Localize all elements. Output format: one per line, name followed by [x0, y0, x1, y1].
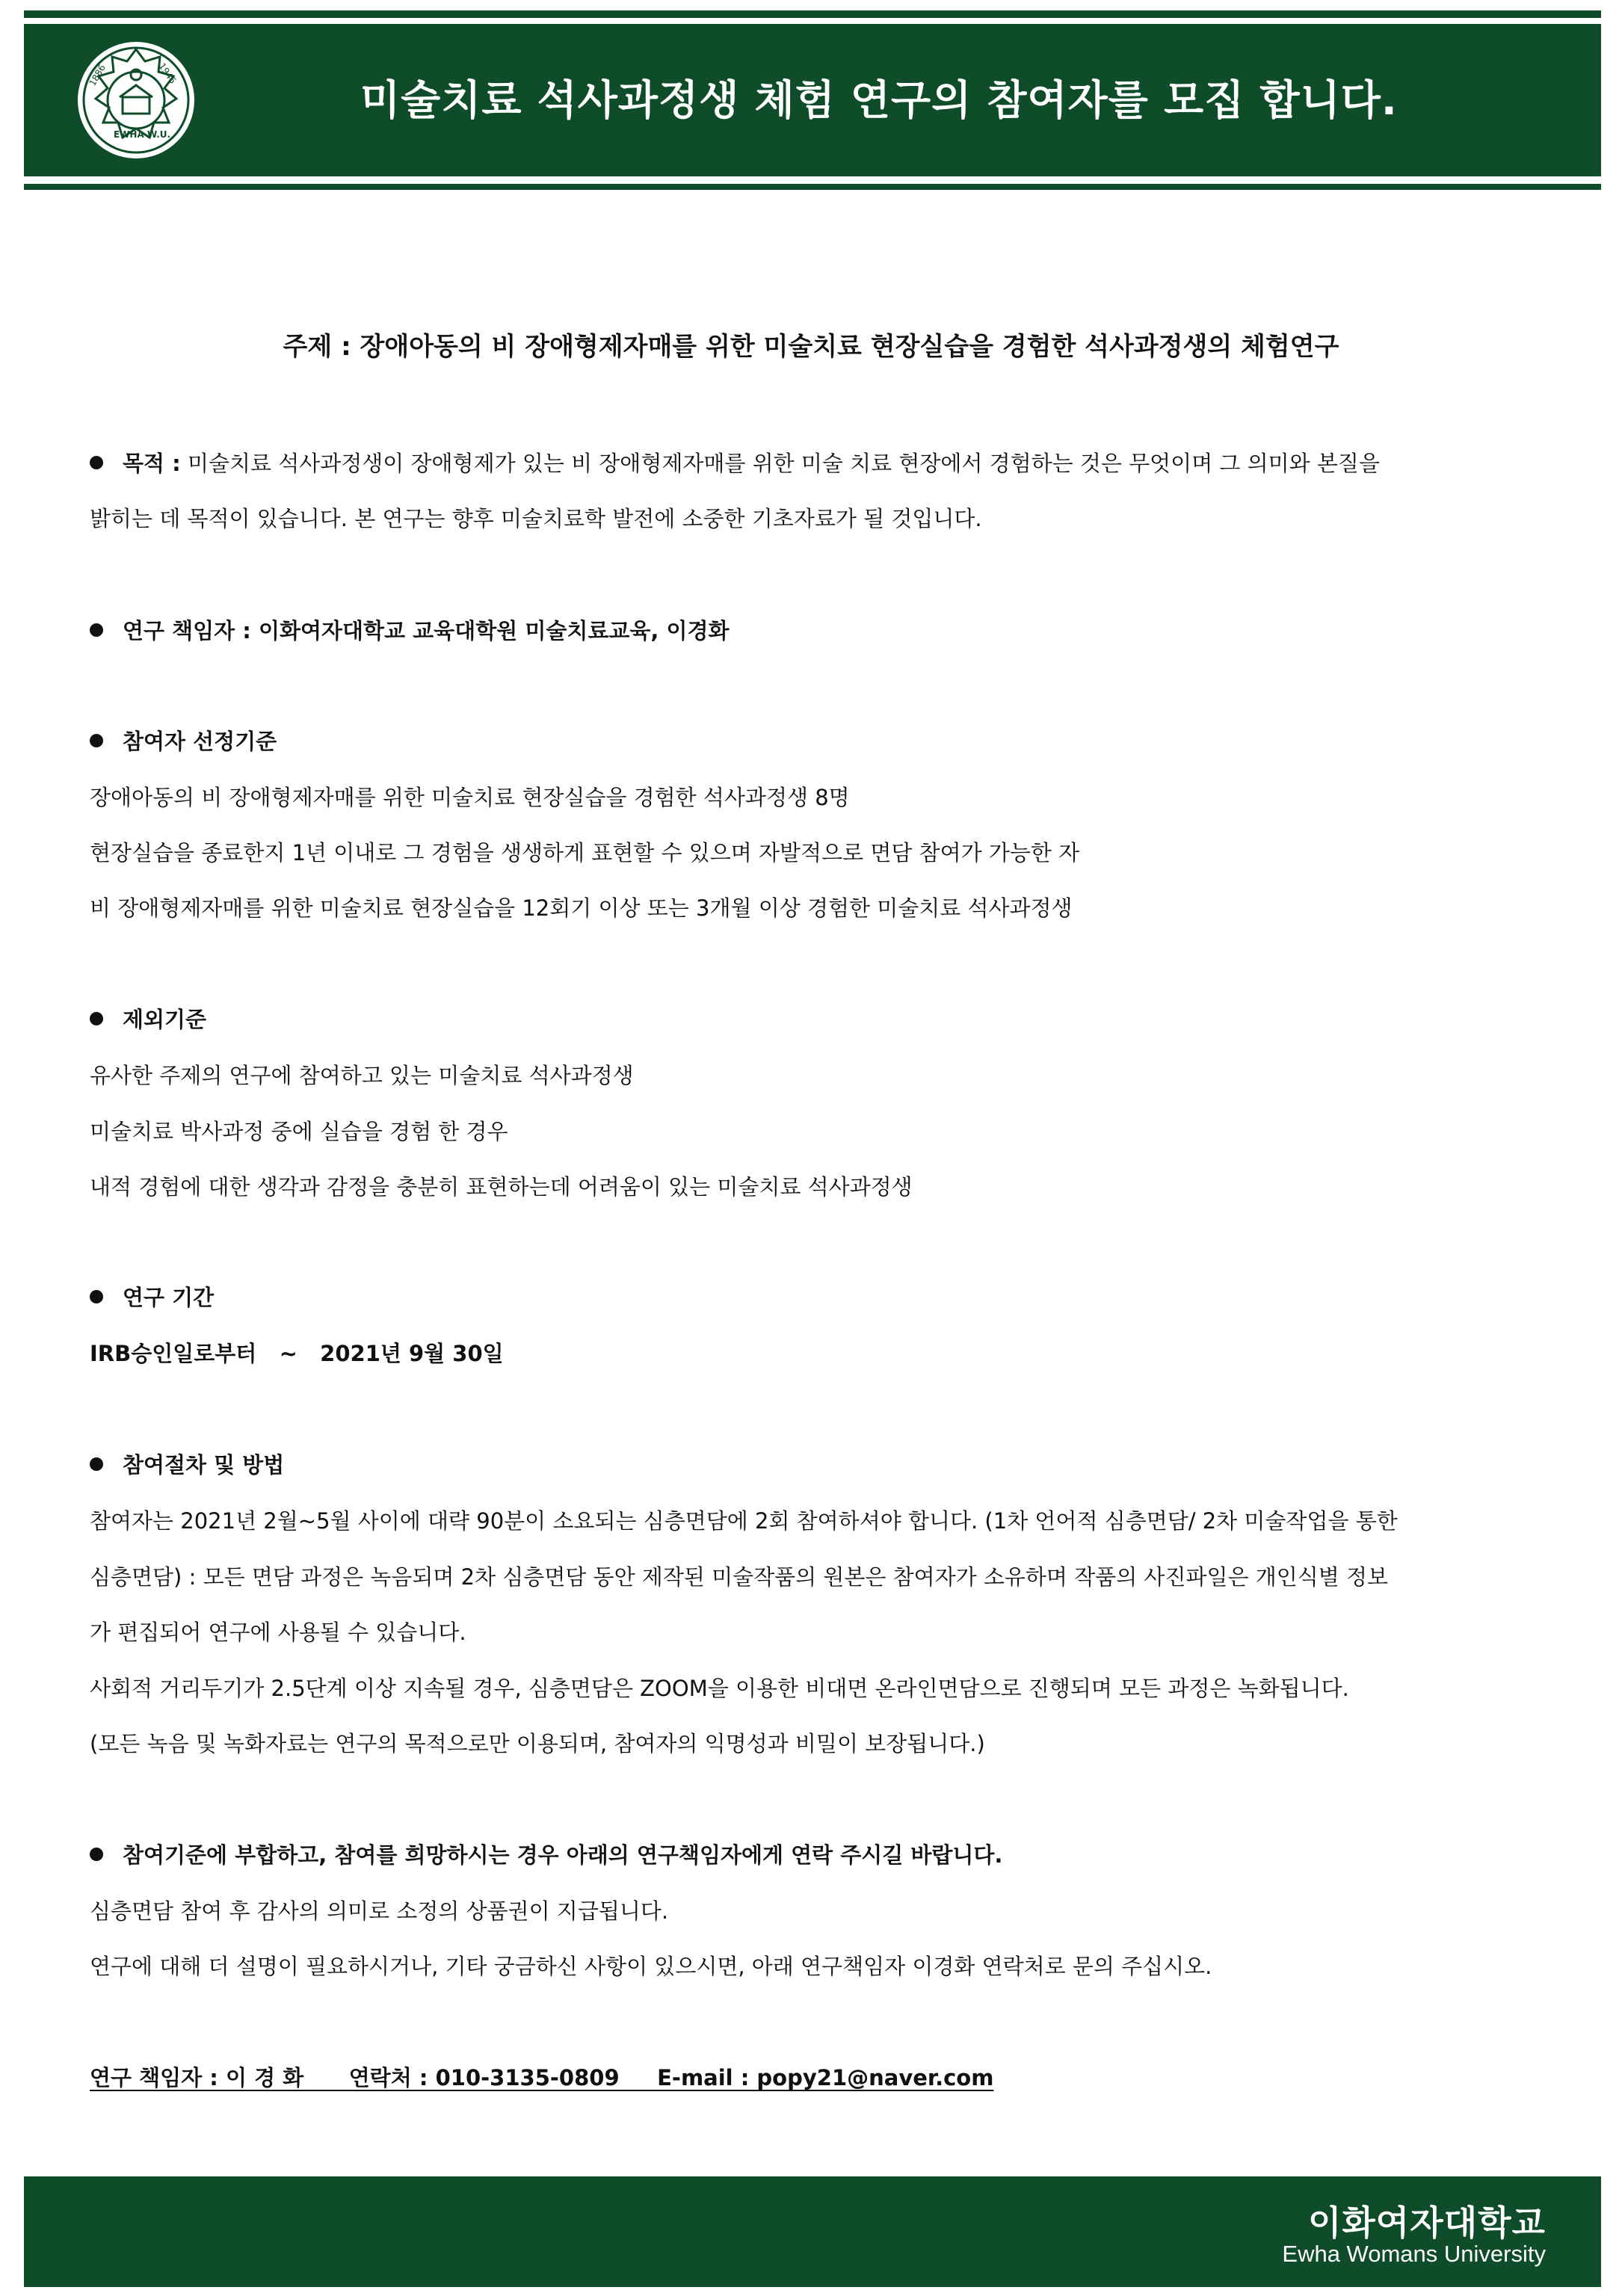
exclusion-item: 내적 경험에 대한 생각과 감정을 충분히 표현하는데 어려움이 있는 미술치료 석사과정생: [90, 1174, 913, 1200]
procedure-line: 참여자는 2021년 2월~5월 사이에 대략 90분이 소요되는 심층면담에 2회 참여하셔야 합니다. (1차 언어적 심층면담/ 2차 미술작업을 통한: [90, 1508, 1398, 1534]
bullet-icon: [90, 1848, 103, 1861]
exclusion-item: 미술치료 박사과정 중에 실습을 경험 한 경우: [90, 1119, 508, 1144]
purpose-label: 목적 :: [123, 451, 181, 476]
investigator-contact: 연구 책임자 : 이 경 화 연락처 : 010-3135-0809 E-mail : popy21@naver.com: [90, 2065, 994, 2090]
university-name-kr: 이화여자대학교: [1307, 2203, 1546, 2243]
criteria-item: 현장실습을 종료한지 1년 이내로 그 경험을 생생하게 표현할 수 있으며 자발적으로 면담 참여가 가능한 자: [90, 840, 1080, 865]
page-title: 미술치료 석사과정생 체험 연구의 참여자를 모집 합니다.: [360, 76, 1398, 124]
bullet-icon: [90, 734, 103, 747]
university-name-en: Ewha Womans University: [1282, 2241, 1546, 2267]
seal-text: EWHA W.U.: [114, 129, 171, 140]
bullet-icon: [90, 1290, 103, 1303]
period-value: IRB승인일로부터 ~ 2021년 9월 30일: [90, 1341, 504, 1366]
procedure-line: 사회적 거리두기가 2.5단계 이상 지속될 경우, 심층면담은 ZOOM을 이용한 비대면 온라인면담으로 진행되며 모든 과정은 녹화됩니다.: [90, 1676, 1349, 1701]
period-heading: [90, 1281, 214, 1314]
top-rule: [24, 10, 1601, 18]
purpose-text-1: 미술치료 석사과정생이 장애형제가 있는 비 장애형제자매를 위한 미술 치료 현장에서 경험하는 것은 무엇이며 그 의미와 본질을: [180, 451, 1380, 476]
purpose-text-2: 밝히는 데 목적이 있습니다. 본 연구는 향후 미술치료학 발전에 소중한 기초자료가 될 것입니다.: [90, 506, 982, 531]
bullet-icon: [90, 623, 103, 637]
procedure-line: (모든 녹음 및 녹화자료는 연구의 목적으로만 이용되며, 참여자의 익명성과 비밀이 보장됩니다.): [90, 1731, 985, 1756]
exclusion-heading-text: 제외기준: [123, 1007, 207, 1032]
contact-heading: [90, 1839, 1002, 1871]
study-topic: 주제 : 장애아동의 비 장애형제자매를 위한 미술치료 현장실습을 경험한 석사과정생의 체험연구: [283, 332, 1339, 362]
exclusion-heading: [90, 1003, 206, 1036]
bullet-icon: [90, 1012, 103, 1025]
procedure-line: 가 편집되어 연구에 사용될 수 있습니다.: [90, 1620, 466, 1645]
criteria-item: 장애아동의 비 장애형제자매를 위한 미술치료 현장실습을 경험한 석사과정생 8명: [90, 785, 850, 810]
procedure-line: 심층면담) : 모든 면담 과정은 녹음되며 2차 심층면담 동안 제작된 미술작품의 원본은 참여자가 소유하며 작품의 사진파일은 개인식별 정보: [90, 1564, 1389, 1590]
procedure-heading-text: 참여절차 및 방법: [123, 1452, 285, 1478]
contact-heading-text: 참여기준에 부합하고, 참여를 희망하시는 경우 아래의 연구책임자에게 연락 주시길 바랍니다.: [123, 1842, 1003, 1868]
seal-year-left: 1886: [87, 63, 108, 88]
contact-line: 심층면담 참여 후 감사의 의미로 소정의 상품권이 지급됩니다.: [90, 1898, 669, 1924]
bullet-icon: [90, 1457, 103, 1471]
exclusion-item: 유사한 주제의 연구에 참여하고 있는 미술치료 석사과정생: [90, 1063, 634, 1088]
ewha-seal-icon: [75, 39, 197, 161]
header-underline: [24, 184, 1601, 190]
seal-year-right: 1945: [156, 61, 179, 86]
contact-line: 연구에 대해 더 설명이 필요하시거나, 기타 궁금하신 사항이 있으시면, 아래 연구책임자 이경화 연락처로 문의 주십시오.: [90, 1954, 1212, 1979]
criteria-heading: [90, 725, 277, 758]
investigator-line: [90, 614, 730, 647]
purpose-line-1: [90, 447, 1380, 480]
footer-banner: [24, 2176, 1601, 2287]
procedure-heading: [90, 1448, 284, 1481]
header-banner: [24, 24, 1601, 176]
period-heading-text: 연구 기간: [123, 1285, 215, 1310]
criteria-item: 비 장애형제자매를 위한 미술치료 현장실습을 12회기 이상 또는 3개월 이상 경험한 미술치료 석사과정생: [90, 895, 1073, 921]
bullet-icon: [90, 456, 103, 469]
investigator-text: 연구 책임자 : 이화여자대학교 교육대학원 미술치료교육, 이경화: [123, 618, 730, 644]
criteria-heading-text: 참여자 선정기준: [123, 729, 277, 754]
